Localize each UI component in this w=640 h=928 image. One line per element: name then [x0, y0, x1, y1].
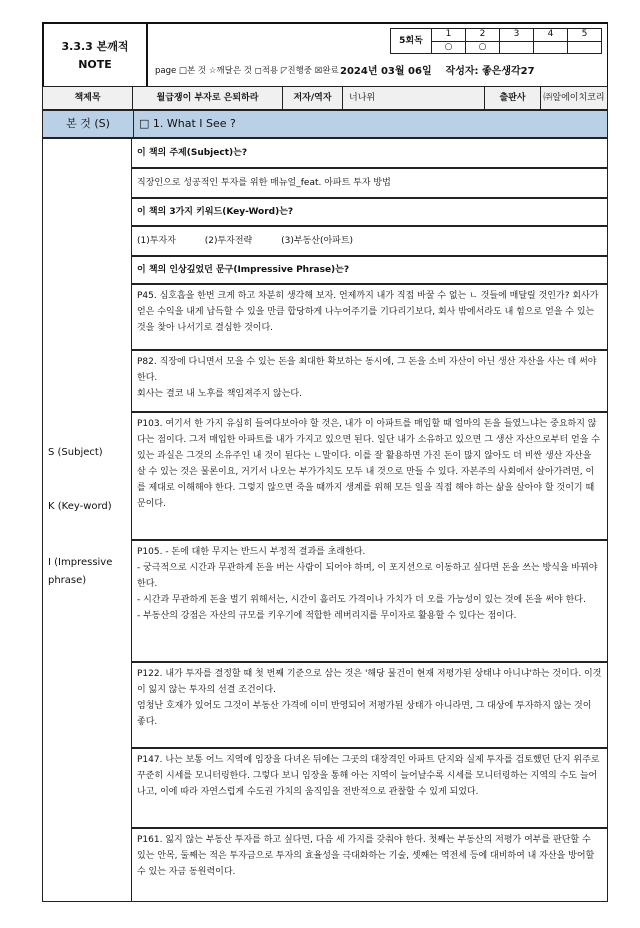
phrase-text: - 부동산의 강점은 자산의 규모를 키우기에 적합한 레버리지를 무이자로 활용할 수 있다는 점이다.	[137, 611, 517, 621]
phrase-question: 이 책의 인상깊었던 문구(Impressive Phrase)는?	[132, 256, 608, 284]
keyword-side-label: K (Key-word)	[48, 501, 112, 512]
see-label: 본 것 (S)	[43, 111, 134, 137]
phrase-p103	[132, 412, 608, 540]
phrase-text: P105. - 돈에 대한 무지는 반드시 부정적 결과를 초래한다.	[137, 547, 366, 557]
round-number: 3	[500, 29, 534, 42]
writer-text: 작성자: 좋은생각27	[445, 66, 535, 77]
phrase-text: P161. 잃지 않는 부동산 투자를 하고 싶다면, 다음 세 가지를 갖춰야 한다. 첫째는 부동산의 저평가 여부를 판단할 수 있는 안목, 둘째는 적은 투자금으로 투자의 효율성을 극대화하는 기술, 셋째는 역전세 등에 대비하여 내 자산을 방어할 수 있는 자금 동원력이다.	[137, 835, 595, 877]
round-mark: ○	[466, 41, 500, 54]
phrase-text: - 궁극적으로 시간과 무관하게 돈을 버는 사람이 되어야 하며, 이 포지션으로 이동하고 싶다면 돈을 쓰는 방식을 바꿔야 한다.	[137, 563, 598, 589]
round-mark	[500, 41, 534, 54]
rounds-label: 5회독	[391, 29, 432, 54]
keyword-question: 이 책의 3가지 키워드(Key-Word)는?	[132, 198, 608, 226]
publisher-value: ㈜알에이치코리	[543, 93, 605, 103]
round-mark: ○	[432, 41, 466, 54]
phrase-text: 회사는 결코 내 노후를 책임져주지 않는다.	[137, 389, 302, 399]
title-label: 책제목	[43, 87, 133, 109]
round-mark	[568, 41, 602, 54]
phrase-text: P82. 직장에 다니면서 모을 수 있는 돈을 최대한 확보하는 동시에, 그 돈을 소비 자산이 아닌 생산 자산을 사는 데 써야 한다.	[137, 357, 597, 383]
phrase-text: - 시간과 무관하게 돈을 벌기 위해서는, 시간이 흘러도 가격이나 가치가 더 오를 가능성이 있는 것에 돈을 써야 한다.	[137, 595, 586, 605]
phrase-text: P103. 여기서 한 가지 유심히 들여다보아야 할 것은, 내가 이 아파트를 매입할 때 얼마의 돈을 들였느냐는 중요하지 않다는 점이다. 그저 매입한 아파트를 내가 가지고 있으면 된다. 일단 내가 소유하고 있으면 그 생산 자산으로부터 얻을 수 있는 과실은 그것의 소유주인 내 것이 된다는 ㄴ말이다. 이를 잘 활용하면 가진 돈이 많지 않아도 더 비싼 생산 자산을 살 수 있는 것은 물론이요, 거기서 나오는 부가가치도 모두 내 것으로 만들 수 있다. 자본주의 사회에서 살아가려면, 이를 제대로 이해해야 한다. 그렇지 않으면 죽을 때까지 생계를 위해 모든 일을 직접 해야 하는 삶을 살아야 할 것이기 때문이다.	[137, 419, 600, 509]
round-number: 1	[432, 29, 466, 42]
author-value: 너나위	[343, 87, 485, 109]
publisher-label: 출판사	[485, 87, 541, 109]
phrase-text: 엄청난 호재가 있어도 그것이 부동산 가격에 이미 반영되어 저평가된 상태가 아니라면, 그 대상에 투자하지 않는 것이 좋다.	[137, 701, 592, 727]
note-label: NOTE	[78, 58, 112, 71]
status-legend: page □본 것 ☆깨달은 것 ◻적용 ◸진행중 ☒완료	[155, 66, 339, 76]
section-title-box	[42, 22, 148, 90]
phrase-p105	[132, 540, 608, 662]
phrase-p122	[132, 662, 608, 748]
reading-rounds	[390, 28, 602, 54]
subject-side-label: S (Subject)	[48, 447, 103, 458]
subject-question: 이 책의 주제(Subject)는?	[132, 138, 608, 168]
book-title: 월급쟁이 부자로 은퇴하라	[133, 87, 283, 109]
meta-line	[340, 62, 535, 77]
see-row	[42, 110, 608, 138]
keyword-item: (3)부동산(아파트)	[281, 236, 354, 246]
phrase-p45	[132, 284, 608, 350]
round-number: 2	[466, 29, 500, 42]
date-text: 2024년 03월 06일	[340, 66, 432, 77]
keyword-item: (2)투자전략	[204, 236, 253, 246]
phrase-p147	[132, 748, 608, 828]
phrase-text: P147. 나는 보통 어느 지역에 임장을 다녀온 뒤에는 그곳의 대장격인 아파트 단지와 실제 투자를 검토했던 단지 위주로 꾸준히 시세를 모니터링한다. 그렇다 보니 임장을 통해 아는 지역이 늘어날수록 시세를 모니터링하는 지역의 수도 늘어나고, 이에 따라 자연스럽게 수도권 가치의 움직임을 전반적으로 관찰할 수 있게 되었다.	[137, 755, 600, 797]
ski-label-column	[42, 138, 132, 902]
keyword-item: (1)투자자	[137, 236, 176, 246]
see-heading: □ 1. What I See ?	[139, 117, 236, 130]
subject-answer: 직장인으로 성공적인 투자를 위한 매뉴얼_feat. 아파트 투자 방법	[132, 168, 608, 198]
author-label: 저자/역자	[283, 87, 343, 109]
round-mark	[534, 41, 568, 54]
impressive-side-label-1: I (Impressive	[48, 557, 113, 568]
keyword-list	[132, 226, 608, 256]
section-title: 3.3.3 본깨적	[61, 40, 129, 53]
round-number: 4	[534, 29, 568, 42]
phrase-text: P122. 내가 투자를 결정할 때 첫 번째 기준으로 삼는 것은 '해당 물건이 현재 저평가된 상태냐 아니냐'하는 것이다. 이것이 잃지 않는 투자의 선결 조건이다.	[137, 669, 602, 695]
round-number: 5	[568, 29, 602, 42]
phrase-p161	[132, 828, 608, 902]
book-info-row	[42, 86, 608, 110]
phrase-text: P45. 심호흡을 한번 크게 하고 차분히 생각해 보자. 언제까지 내가 직접 바꿀 수 없는 ㄴ 것들에 매달릴 것인가? 회사가 얻은 수익을 내게 납득할 수 있을 만큼 합당하게 나누어주기를 기다리기보다, 회사 밖에서라도 내 힘으로 얻을 수 있는 것을 찾아 나서기로 결심한 것이다.	[137, 291, 599, 333]
phrase-p82	[132, 350, 608, 412]
impressive-side-label-2: phrase)	[48, 575, 87, 586]
